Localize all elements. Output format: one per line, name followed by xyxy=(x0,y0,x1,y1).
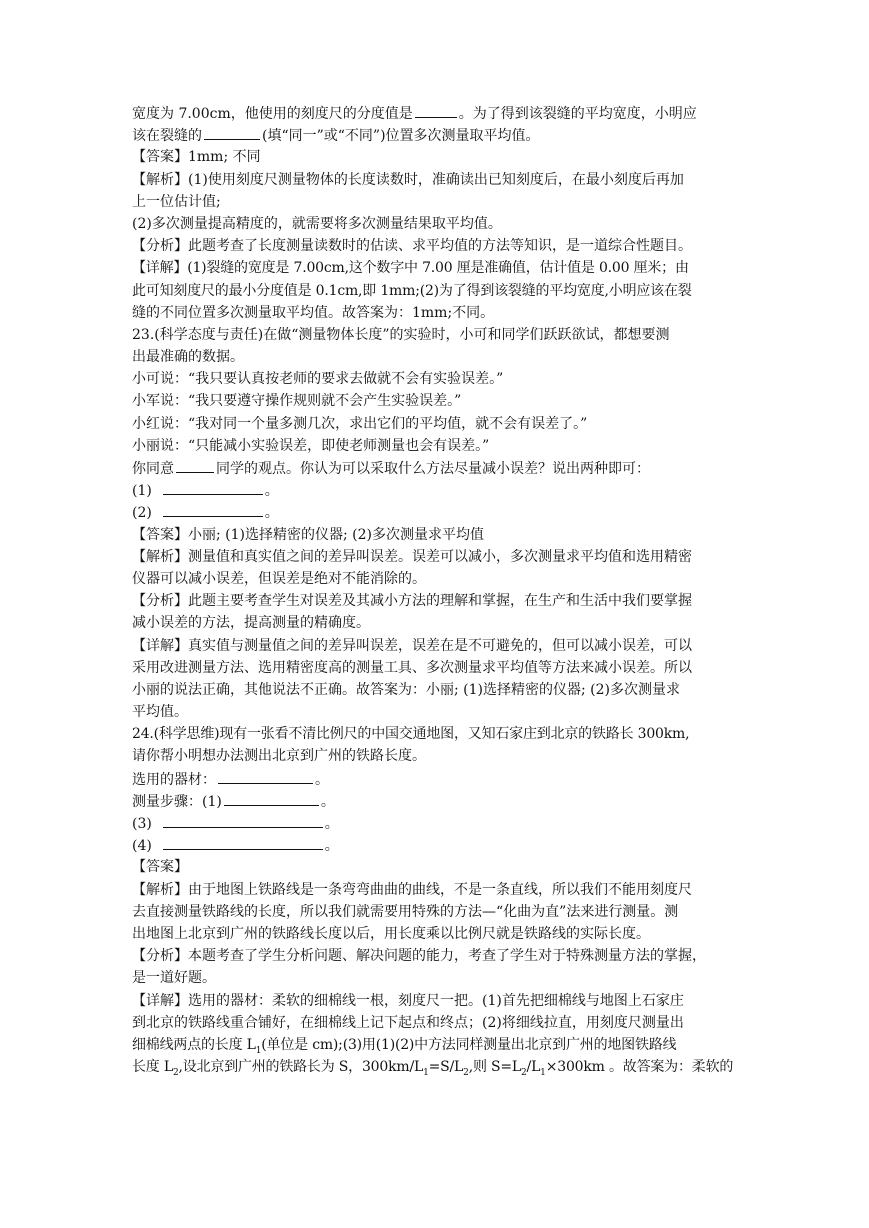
text-span: 同学的观点。你认为可以采取什么方法尽量减小误差？说出两种即可： xyxy=(216,461,650,477)
text-line xyxy=(132,768,740,790)
detail-line: 【详解】选用的器材：柔软的细棉线一根，刻度尺一把。(1)首先把细棉线与地图上石家庄 xyxy=(132,992,684,1009)
text-span: 。 xyxy=(315,771,329,788)
subscript: 1 xyxy=(540,1067,546,1078)
subscript: 2 xyxy=(463,1067,469,1078)
text-line xyxy=(132,501,740,523)
answer-blank xyxy=(163,812,323,828)
text-span: 测量步骤：(1) xyxy=(132,793,222,810)
text-span: (3) xyxy=(132,816,152,832)
text-line: 小丽的说法正确，其他说法不正确。故答案为：小丽; (1)选择精密的仪器; (2)多次测量求 xyxy=(132,681,680,698)
text-line: 出地图上北京到广州的铁路线长度以后，用长度乘以比例尺就是铁路线的实际长度。 xyxy=(132,925,650,942)
text-span: 宽度为 7.00cm，他使用的刻度尺的分度值是 xyxy=(132,106,413,122)
text-span: 。 xyxy=(264,483,279,500)
text-span: /L xyxy=(526,1059,541,1076)
text-line xyxy=(132,124,740,146)
text-line xyxy=(132,102,740,124)
text-line: 到北京的铁路线重合铺好，在细棉线上记下起点和终点；(2)将细线拉直，用刻度尺测量出 xyxy=(132,1014,684,1031)
answer-blank xyxy=(415,102,457,118)
answer-blank xyxy=(163,479,263,495)
text-line: 缝的不同位置多次测量取平均值。故答案为：1mm;不同。 xyxy=(132,304,495,321)
subscript: 2 xyxy=(172,1067,179,1078)
answer-line: 【答案】1mm; 不同 xyxy=(132,149,261,166)
answer-blank xyxy=(163,834,323,850)
answer-blank xyxy=(204,124,260,140)
text-span: 。为了得到该裂缝的平均宽度，小明应 xyxy=(458,106,697,122)
analysis-line: 【解析】(1)使用刻度尺测量物体的长度读数时，准确读出已知刻度后，在最小刻度后再加 xyxy=(132,171,684,188)
text-line: 上一位估计值; xyxy=(132,193,221,210)
text-span: 。 xyxy=(324,816,339,832)
text-span: 。 xyxy=(264,505,279,522)
analysis-line: 【解析】由于地图上铁路线是一条弯弯曲曲的曲线，不是一条直线，所以我们不能用刻度尺 xyxy=(132,881,692,898)
commentary-line: 【分析】此题主要考查学生对误差及其减小方法的理解和掌握，在生产和生活中我们要掌握 xyxy=(132,593,692,610)
text-line xyxy=(132,790,740,812)
text-line: 仪器可以减小误差，但误差是绝对不能消除的。 xyxy=(132,570,426,587)
text-span: (填“同一”或“不同”)位置多次测量取平均值。 xyxy=(262,128,540,145)
answer-blank xyxy=(224,790,319,806)
text-span: 选用的器材： xyxy=(132,771,216,788)
question-line: 24.(科学思维)现有一张看不清比例尺的中国交通地图，又知石家庄到北京的铁路长 300km, xyxy=(132,726,690,743)
text-span: ,设北京到广州的铁路长为 S，300km/L xyxy=(178,1059,424,1076)
text-span: (4) xyxy=(132,838,152,855)
text-line: 出最准确的数据。 xyxy=(132,349,244,366)
text-span: (1) xyxy=(132,483,152,500)
text-line: 请你帮小明想办法测出北京到广州的铁路长度。 xyxy=(132,748,426,765)
answer-blank xyxy=(176,457,214,473)
subscript: 2 xyxy=(521,1067,527,1078)
subscript: 1 xyxy=(255,1045,262,1056)
text-span: (2) xyxy=(132,505,152,522)
text-line: 小军说：“我只要遵守操作规则就不会产生实验误差。” xyxy=(132,393,462,410)
text-line: 此可知刻度尺的最小分度值是 0.1cm,即 1mm;(2)为了得到该裂缝的平均宽度,小明应该在裂 xyxy=(132,282,692,299)
text-line: 平均值。 xyxy=(132,704,188,721)
question-line: 23.(科学态度与责任)在做“测量物体长度”的实验时，小可和同学们跃跃欲试，都想要测 xyxy=(132,326,670,343)
commentary-line: 【分析】本题考查了学生分析问题、解决问题的能力，考查了学生对于特殊测量方法的掌握， xyxy=(132,948,706,965)
text-span: 。 xyxy=(320,793,335,810)
text-span: 细棉线两点的长度 L xyxy=(132,1036,256,1053)
document-body xyxy=(132,102,740,1078)
text-span: 该在裂缝的 xyxy=(132,128,202,145)
answer-line: 【答案】 xyxy=(132,859,188,876)
text-span: (单位是 cm);(3)用(1)(2)中方法同样测量出北京到广州的地图铁路线 xyxy=(261,1036,677,1053)
detail-line: 【详解】真实值与测量值之间的差异叫误差，误差在是不可避免的，但可以减小误差，可以 xyxy=(132,637,692,654)
text-span: ,则 S=L xyxy=(468,1059,522,1076)
subscript: 1 xyxy=(423,1067,429,1078)
answer-blank xyxy=(218,768,313,784)
text-span: 你同意 xyxy=(132,461,174,477)
text-line: 是一道好题。 xyxy=(132,970,216,987)
text-line xyxy=(132,479,740,501)
text-line: 小红说：“我对同一个量多测几次，求出它们的平均值，就不会有误差了。” xyxy=(132,415,588,432)
text-line: 减小误差的方法，提高测量的精确度。 xyxy=(132,615,370,632)
text-line xyxy=(132,457,740,479)
text-span: =S/L xyxy=(428,1059,464,1076)
text-line xyxy=(132,1056,740,1078)
detail-line: 【详解】(1)裂缝的宽度是 7.00cm,这个数字中 7.00 厘是准确值，估计值是 0.00 厘米；由 xyxy=(132,260,689,277)
text-span: ×300km 。故答案为：柔软的 xyxy=(545,1059,734,1076)
text-line xyxy=(132,1034,740,1056)
text-line: 小可说：“我只要认真按老师的要求去做就不会有实验误差。” xyxy=(132,371,504,388)
text-span: 长度 L xyxy=(132,1059,173,1076)
text-line xyxy=(132,834,740,856)
text-line xyxy=(132,812,740,834)
answer-line: 【答案】小丽; (1)选择精密的仪器; (2)多次测量求平均值 xyxy=(132,526,484,543)
text-line: 去直接测量铁路线的长度，所以我们就需要用特殊的方法—“化曲为直”法来进行测量。测 xyxy=(132,903,679,920)
text-line: 采用改进测量方法、选用精密度高的测量工具、多次测量求平均值等方法来减小误差。所以 xyxy=(132,659,692,676)
text-line: 小丽说：“只能减小实验误差，即使老师测量也会有误差。” xyxy=(132,437,490,454)
text-span: 。 xyxy=(324,838,339,855)
answer-blank xyxy=(163,501,263,517)
commentary-line: 【分析】此题考查了长度测量读数时的估读、求平均值的方法等知识，是一道综合性题目。 xyxy=(132,238,692,255)
text-line: (2)多次测量提高精度的，就需要将多次测量结果取平均值。 xyxy=(132,215,502,232)
analysis-line: 【解析】测量值和真实值之间的差异叫误差。误差可以减小，多次测量求平均值和选用精密 xyxy=(132,548,692,565)
